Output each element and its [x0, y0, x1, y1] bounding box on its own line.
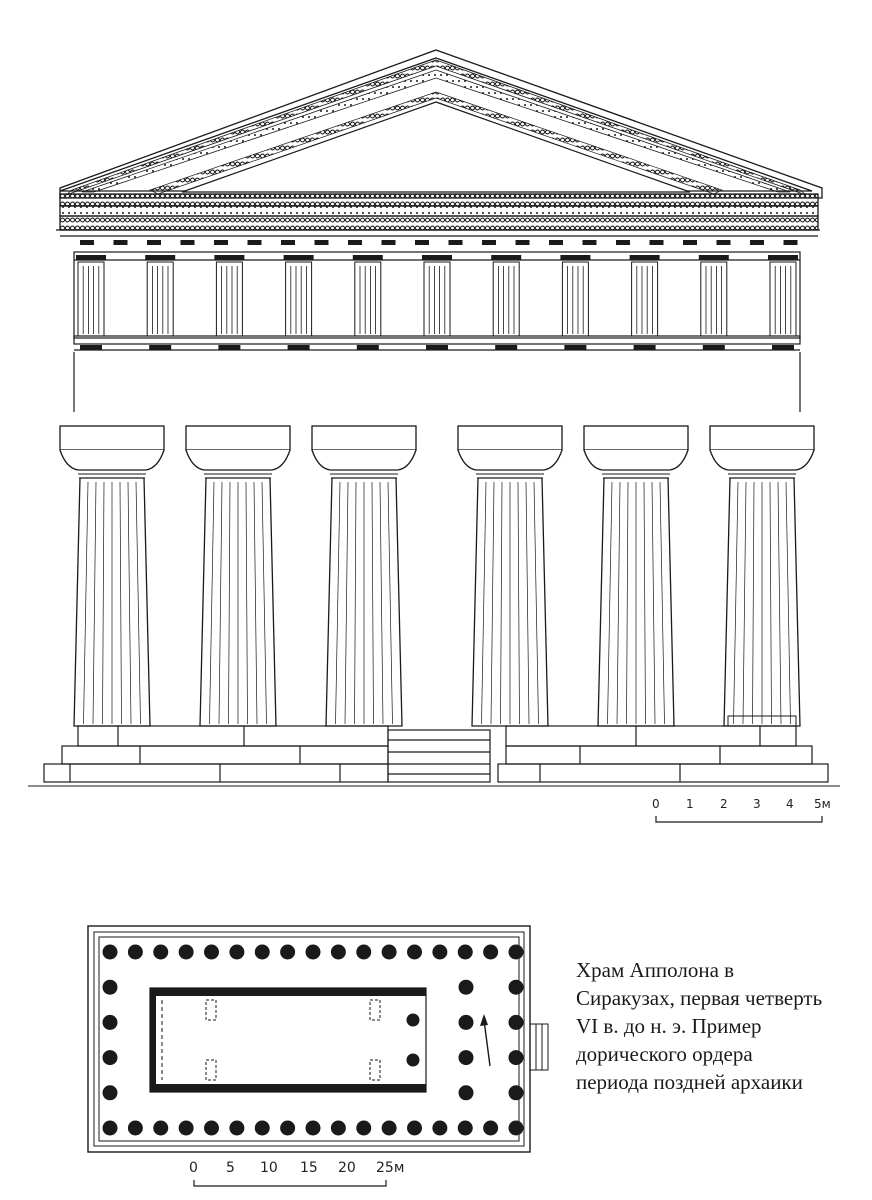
guttae: [80, 345, 102, 350]
plan-scale-tick-5: 5: [226, 1160, 235, 1176]
triglyph: [76, 255, 106, 336]
mutule: [583, 240, 597, 245]
plan-scale-tick-20: 20: [338, 1160, 356, 1176]
colonnade: [60, 426, 814, 726]
plan-column-inner: [459, 1051, 473, 1065]
plan-column: [509, 1015, 523, 1029]
mutule: [348, 240, 362, 245]
temple-plan: [88, 926, 548, 1152]
column: [458, 426, 562, 726]
triglyph: [630, 255, 660, 336]
plan-column-cella: [407, 1014, 419, 1026]
plan-column: [230, 1121, 244, 1135]
plan-scale-tick-0: 0: [189, 1160, 198, 1176]
plan-column-inner: [459, 1015, 473, 1029]
guttae: [357, 345, 379, 350]
figure-caption: Храм Апполона в Сиракузах, первая четверть VI в. до н. э. Пример дорического ордера периода поздней архаики: [576, 958, 823, 1094]
guttae: [149, 345, 171, 350]
guttae-row: [80, 345, 794, 350]
plan-column: [255, 1121, 269, 1135]
column: [60, 426, 164, 726]
mutule: [214, 240, 228, 245]
elevation-scale-tick-4: 4: [786, 797, 794, 811]
plan-column: [179, 1121, 193, 1135]
plan-column: [382, 1121, 396, 1135]
plan-column: [281, 1121, 295, 1135]
plan-column: [484, 1121, 498, 1135]
plan-column: [458, 945, 472, 959]
mutule: [449, 240, 463, 245]
plan-column-cella: [407, 1054, 419, 1066]
plan-column: [230, 945, 244, 959]
plan-column: [458, 1121, 472, 1135]
mutule: [147, 240, 161, 245]
mutule: [516, 240, 530, 245]
plan-scale-bar: [189, 1160, 404, 1186]
plan-column: [357, 945, 371, 959]
plan-column: [306, 945, 320, 959]
plan-column: [103, 1086, 117, 1100]
guttae: [495, 345, 517, 350]
plan-column: [509, 945, 523, 959]
mutule: [181, 240, 195, 245]
plan-column: [433, 945, 447, 959]
mutules: [80, 240, 798, 245]
plan-column: [255, 945, 269, 959]
plan-column-inner: [459, 1086, 473, 1100]
guttae: [288, 345, 310, 350]
plan-column: [281, 945, 295, 959]
elevation-scale-tick-3: 3: [753, 797, 761, 811]
column: [710, 426, 814, 726]
triglyph: [145, 255, 175, 336]
plan-column: [408, 945, 422, 959]
triglyph: [699, 255, 729, 336]
mutule: [616, 240, 630, 245]
column: [584, 426, 688, 726]
plan-scale-tick-15: 15: [300, 1160, 318, 1176]
plan-column: [103, 945, 117, 959]
plan-column: [103, 980, 117, 994]
mutule: [315, 240, 329, 245]
plan-column: [128, 945, 142, 959]
mutule: [415, 240, 429, 245]
mutule: [248, 240, 262, 245]
mutule: [784, 240, 798, 245]
guttae: [772, 345, 794, 350]
mutule: [683, 240, 697, 245]
elevation-scale-bar: [652, 797, 831, 822]
entablature: [74, 252, 800, 412]
guttae: [634, 345, 656, 350]
triglyph-frieze: [76, 255, 798, 336]
plan-scale-tick-25: 25м: [376, 1160, 405, 1176]
mutule: [482, 240, 496, 245]
guttae: [703, 345, 725, 350]
plan-column: [509, 1121, 523, 1135]
plan-column: [484, 945, 498, 959]
mutule: [281, 240, 295, 245]
elevation-scale-tick-1: 1: [686, 797, 694, 811]
triglyph: [768, 255, 798, 336]
column: [312, 426, 416, 726]
plan-column: [179, 945, 193, 959]
triglyph: [284, 255, 314, 336]
mutule: [750, 240, 764, 245]
plan-column: [205, 945, 219, 959]
mutule: [650, 240, 664, 245]
triglyph: [353, 255, 383, 336]
mutule: [80, 240, 94, 245]
plan-column: [128, 1121, 142, 1135]
guttae: [426, 345, 448, 350]
plan-column: [509, 1086, 523, 1100]
plan-column: [103, 1015, 117, 1029]
plan-column-inner: [459, 980, 473, 994]
plan-column: [509, 980, 523, 994]
plan-column: [331, 1121, 345, 1135]
triglyph: [491, 255, 521, 336]
mutule: [114, 240, 128, 245]
elevation-scale-tick-5: 5м: [814, 797, 831, 811]
elevation-scale-tick-2: 2: [720, 797, 728, 811]
plan-column: [408, 1121, 422, 1135]
plan-column: [205, 1121, 219, 1135]
triglyph: [214, 255, 244, 336]
mutule: [717, 240, 731, 245]
mutule: [382, 240, 396, 245]
plan-column: [306, 1121, 320, 1135]
plan-column: [154, 1121, 168, 1135]
guttae: [218, 345, 240, 350]
plan-column: [331, 945, 345, 959]
plan-column: [103, 1051, 117, 1065]
pediment: [56, 50, 822, 245]
plan-column: [433, 1121, 447, 1135]
plan-scale-tick-10: 10: [260, 1160, 278, 1176]
stylobate-steps: [28, 726, 840, 786]
plan-column: [154, 945, 168, 959]
mutule: [549, 240, 563, 245]
triglyph: [560, 255, 590, 336]
triglyph: [422, 255, 452, 336]
plan-column: [357, 1121, 371, 1135]
plan-column: [382, 945, 396, 959]
elevation-scale-tick-0: 0: [652, 797, 660, 811]
guttae: [564, 345, 586, 350]
column: [186, 426, 290, 726]
plan-column: [103, 1121, 117, 1135]
plan-column: [509, 1051, 523, 1065]
plan-peristyle: [103, 945, 523, 1135]
